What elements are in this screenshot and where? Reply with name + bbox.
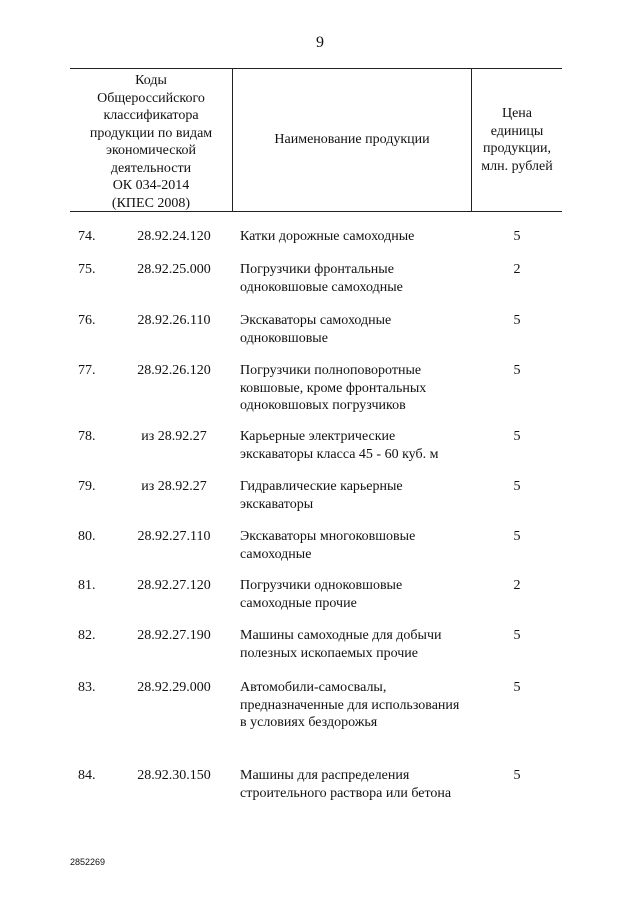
header-code-line: деятельности xyxy=(110,160,192,176)
row-code: 28.92.26.110 xyxy=(137,313,211,328)
row-name: Погрузчики полноповоротные ковшовые, кроме фронтальных одноковшовых погрузчиков xyxy=(240,363,427,413)
row-number: 77. xyxy=(78,363,96,378)
row-price: 5 xyxy=(513,479,521,494)
row-code: 28.92.26.120 xyxy=(137,363,211,378)
row-code: 28.92.27.110 xyxy=(137,529,211,544)
header-price-line: единицы xyxy=(490,123,544,139)
row-price: 5 xyxy=(513,363,521,378)
row-name: Экскаваторы самоходные одноковшовые xyxy=(240,313,392,346)
row-code: 28.92.24.120 xyxy=(137,229,211,244)
row-name: Погрузчики одноковшовые самоходные прочие xyxy=(240,578,403,611)
row-name: Гидравлические карьерные экскаваторы xyxy=(240,479,403,512)
row-number: 79. xyxy=(78,479,96,494)
header-name-column xyxy=(233,69,472,211)
row-price: 5 xyxy=(513,229,521,244)
header-code-line: экономической xyxy=(105,143,197,158)
document-footer-code: 2852269 xyxy=(70,857,106,867)
header-price-line: продукции, xyxy=(483,141,551,156)
header-code-line: Коды xyxy=(135,73,167,88)
row-code: 28.92.27.120 xyxy=(137,578,211,593)
row-number: 74. xyxy=(78,229,96,244)
header-price-line: млн. рублей xyxy=(481,158,553,174)
row-name: Машины самоходные для добычи полезных ископаемых прочие xyxy=(240,628,442,661)
header-code-line: (КПЕС 2008) xyxy=(111,195,191,211)
row-code: из 28.92.27 xyxy=(141,479,207,494)
header-price-line: Цена xyxy=(501,106,533,121)
row-name: Погрузчики фронтальные одноковшовые самоходные xyxy=(240,262,403,295)
row-number: 75. xyxy=(78,262,96,277)
row-price: 5 xyxy=(513,429,521,444)
row-code: 28.92.27.190 xyxy=(137,628,211,643)
row-price: 2 xyxy=(513,578,521,593)
row-code: 28.92.29.000 xyxy=(137,680,211,695)
row-number: 80. xyxy=(78,529,96,544)
row-code: из 28.92.27 xyxy=(141,429,207,444)
row-number: 84. xyxy=(78,768,96,783)
row-name: Машины для распределения строительного раствора или бетона xyxy=(240,768,452,801)
page-number: 9 xyxy=(316,34,324,51)
row-name: Экскаваторы многоковшовые самоходные xyxy=(240,529,416,562)
header-name-label: Наименование продукции xyxy=(274,132,430,148)
row-name: Катки дорожные самоходные xyxy=(240,229,415,244)
row-number: 82. xyxy=(78,628,96,643)
row-name: Автомобили-самосвалы, предназначенные для использования в условиях бездорожья xyxy=(240,680,460,730)
row-price: 2 xyxy=(513,262,521,277)
row-number: 81. xyxy=(78,578,96,593)
row-price: 5 xyxy=(513,768,521,783)
row-name: Карьерные электрические экскаваторы класса 45 - 60 куб. м xyxy=(240,429,439,462)
row-price: 5 xyxy=(513,628,521,643)
header-code-line: классификатора xyxy=(103,108,199,123)
row-price: 5 xyxy=(513,313,521,328)
header-code-line: ОК 034-2014 xyxy=(112,178,190,193)
row-code: 28.92.25.000 xyxy=(137,262,211,277)
row-number: 76. xyxy=(78,313,96,328)
row-code: 28.92.30.150 xyxy=(137,768,211,783)
row-number: 78. xyxy=(78,429,96,444)
row-price: 5 xyxy=(513,529,521,544)
header-price-column xyxy=(472,69,562,211)
table-header xyxy=(70,68,562,212)
header-code-line: продукции по видам xyxy=(89,125,213,141)
row-price: 5 xyxy=(513,680,521,695)
header-code-column xyxy=(70,69,233,211)
row-number: 83. xyxy=(78,680,96,695)
header-code-line: Общероссийского xyxy=(97,90,205,106)
